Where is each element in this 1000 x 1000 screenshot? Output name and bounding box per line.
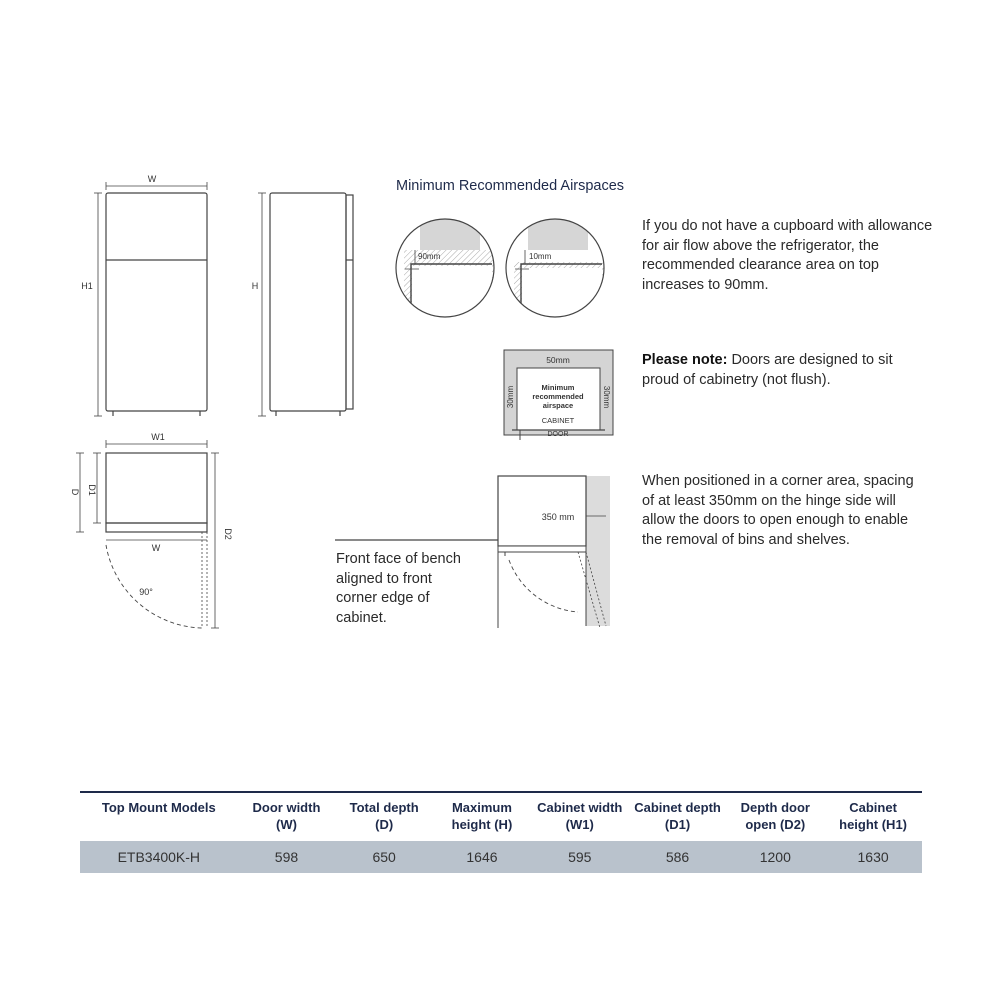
fridge-side-view xyxy=(258,193,353,416)
airspace-detail-left xyxy=(396,218,496,326)
top-width-label: W xyxy=(151,543,161,553)
top-width1-label: W1 xyxy=(151,432,165,442)
dimensions-table xyxy=(80,791,922,873)
cabinet-right-label: 30mm xyxy=(602,385,611,409)
top-depth1-label: D1 xyxy=(87,484,97,496)
table-header-row xyxy=(80,792,922,841)
header-models: Top Mount Models xyxy=(101,800,216,815)
door-label: DOOR xyxy=(547,431,569,438)
header-cabinet-depth: Cabinet depth (D1) xyxy=(634,800,721,832)
door-angle-label: 90° xyxy=(139,587,153,597)
front-height-label: H1 xyxy=(81,281,93,291)
cell-cabinet-depth: 586 xyxy=(629,841,727,873)
header-door-width: Door width (W) xyxy=(252,800,321,832)
cell-depth-door-open: 1200 xyxy=(726,841,824,873)
cabinet-center-line3: airspace xyxy=(542,401,574,410)
airspaces-title: Minimum Recommended Airspaces xyxy=(396,178,625,194)
top-depth2-label: D2 xyxy=(223,528,233,540)
cabinet-center-line1: Minimum xyxy=(541,383,575,392)
corner-explanation: When positioned in a corner area, spacing of at least 350mm on the hinge side will allow the doors to open enough to enable the removal of bins and shelves. xyxy=(642,473,914,548)
header-max-height: Maximum height (H) xyxy=(451,800,513,832)
cabinet-label: CABINET xyxy=(541,416,575,425)
header-total-depth: Total depth (D) xyxy=(349,800,419,832)
cell-door-width: 598 xyxy=(238,841,336,873)
circle-left-label: 90mm xyxy=(418,252,441,261)
cabinet-top-label: 50mm xyxy=(546,355,570,365)
top-depth-label: D xyxy=(70,488,80,496)
cell-cabinet-height: 1630 xyxy=(824,841,922,873)
cell-model: ETB3400K-H xyxy=(80,841,238,873)
front-width-label: W xyxy=(147,174,157,184)
bench-note: Front face of bench aligned to front corner edge of cabinet. xyxy=(336,551,461,626)
door-note-label: Please note: xyxy=(642,352,728,368)
cell-max-height: 1646 xyxy=(433,841,531,873)
corner-spacing-label: 350 mm xyxy=(541,512,575,522)
fridge-top-view xyxy=(76,440,219,628)
airspace-detail-right xyxy=(506,218,606,328)
header-depth-door-open: Depth door open (D2) xyxy=(740,800,810,832)
circle-right-label: 10mm xyxy=(529,252,552,261)
cabinet-center-line2: recommended xyxy=(532,392,584,401)
cabinet-left-label: 30mm xyxy=(506,385,515,409)
cell-cabinet-width: 595 xyxy=(531,841,629,873)
door-note xyxy=(642,351,902,390)
fridge-front-view xyxy=(94,182,207,416)
cell-total-depth: 650 xyxy=(335,841,433,873)
header-cabinet-height: Cabinet height (H1) xyxy=(839,800,908,832)
table-row xyxy=(80,841,922,873)
door-note-text: Doors are designed to sit proud of cabinetry (not flush). xyxy=(642,352,893,388)
side-height-label: H xyxy=(251,281,259,291)
header-cabinet-width: Cabinet width (W1) xyxy=(537,800,623,832)
airspace-explanation: If you do not have a cupboard with allowance for air flow above the refrigerator, the recommended clearance area on top increases to 90mm. xyxy=(642,218,933,293)
